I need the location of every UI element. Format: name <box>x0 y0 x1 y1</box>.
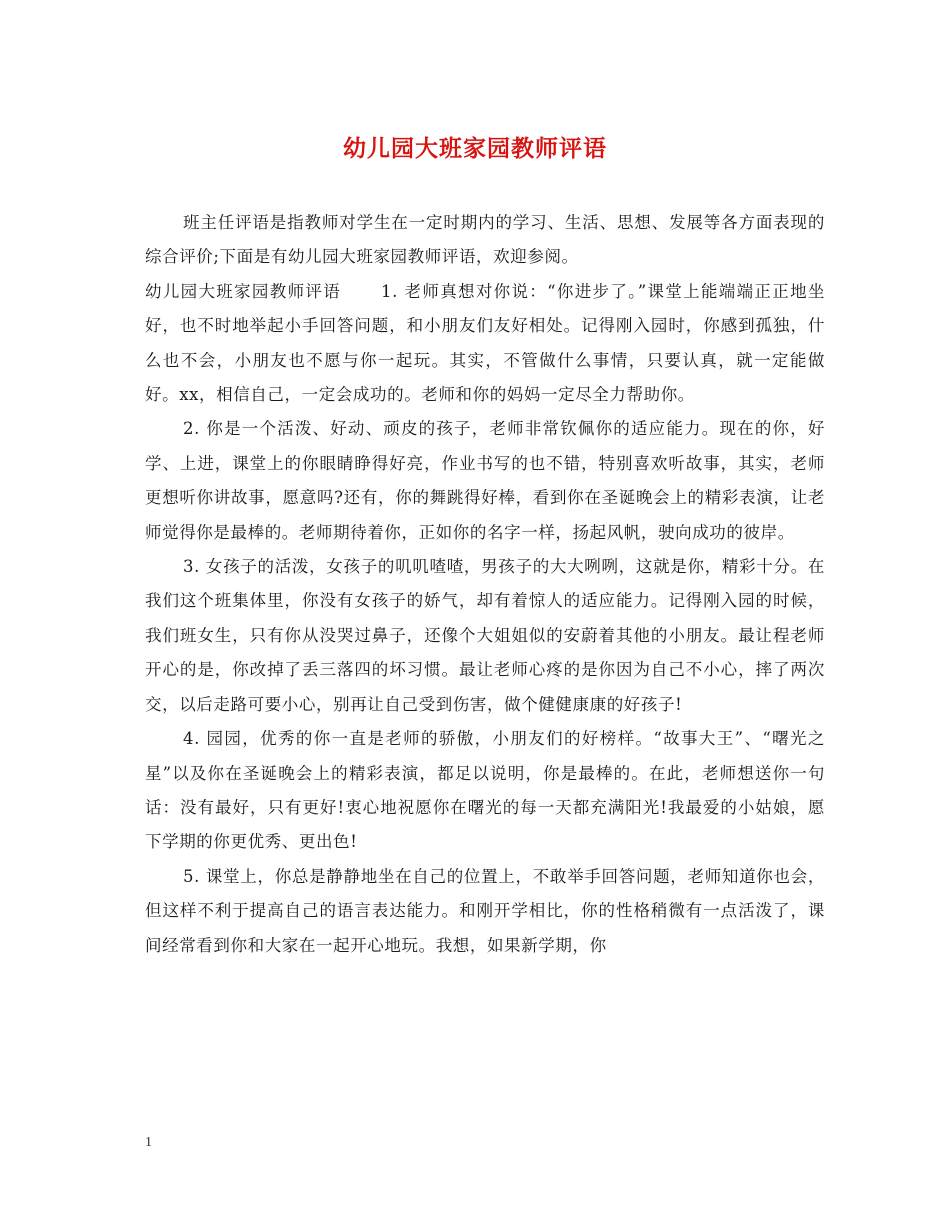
comment-item-5: 5. 课堂上，你总是静静地坐在自己的位置上，不敢举手回答问题，老师知道你也会，但这样不利于提高自己的语言表达能力。和刚开学相比，你的性格稍微有一点活泼了，课间经常看到你和大家在一起开心地玩。我想，如果新学期，你 <box>145 866 825 955</box>
page-number: 1 <box>145 1135 152 1150</box>
comment-item-1-text: 1. 老师真想对你说：“你进步了。”课堂上能端端正正地坐好，也不时地举起小手回答问题，和小朋友们友好相处。记得刚入园时，你感到孤独，什么也不会，小朋友也不愿与你一起玩。其实，不管做什么事情，只要认真，就一定能做好。xx，相信自己，一定会成功的。老师和你的妈妈一定尽全力帮助你。 <box>145 281 825 405</box>
section-label: 幼儿园大班家园教师评语 <box>145 281 342 301</box>
comment-item-4: 4. 园园，优秀的你一直是老师的骄傲，小朋友们的好榜样。“故事大王”、“曙光之星”以及你在圣诞晚会上的精彩表演，都足以说明，你是最棒的。在此，老师想送你一句话：没有最好，只有更好!衷心地祝愿你在曙光的每一天都充满阳光!我最爱的小姑娘，愿下学期的你更优秀、更出色! <box>145 729 825 852</box>
document-body <box>145 206 825 963</box>
document-title: 幼儿园大班家园教师评语 <box>343 136 607 162</box>
comment-item-1 <box>145 275 825 413</box>
comment-item-3: 3. 女孩子的活泼，女孩子的叽叽喳喳，男孩子的大大咧咧，这就是你，精彩十分。在我们这个班集体里，你没有女孩子的娇气，却有着惊人的适应能力。记得刚入园的时候，我们班女生，只有你从没哭过鼻子，还像个大姐姐似的安蔚着其他的小朋友。最让程老师开心的是，你改掉了丢三落四的坏习惯。最让老师心疼的是你因为自己不小心，摔了两次交，以后走路可要小心，别再让自己受到伤害，做个健健康康的好孩子! <box>145 557 825 714</box>
comment-item-2: 2. 你是一个活泼、好动、顽皮的孩子，老师非常钦佩你的适应能力。现在的你，好学、上进，课堂上的你眼睛睁得好亮，作业书写的也不错，特别喜欢听故事，其实，老师更想听你讲故事，愿意吗?还有，你的舞跳得好棒，看到你在圣诞晚会上的精彩表演，让老师觉得你是最棒的。老师期待着你，正如你的名字一样，扬起风帆，驶向成功的彼岸。 <box>145 419 825 542</box>
intro-paragraph: 班主任评语是指教师对学生在一定时期内的学习、生活、思想、发展等各方面表现的综合评价;下面是有幼儿园大班家园教师评语，欢迎参阅。 <box>145 213 825 267</box>
